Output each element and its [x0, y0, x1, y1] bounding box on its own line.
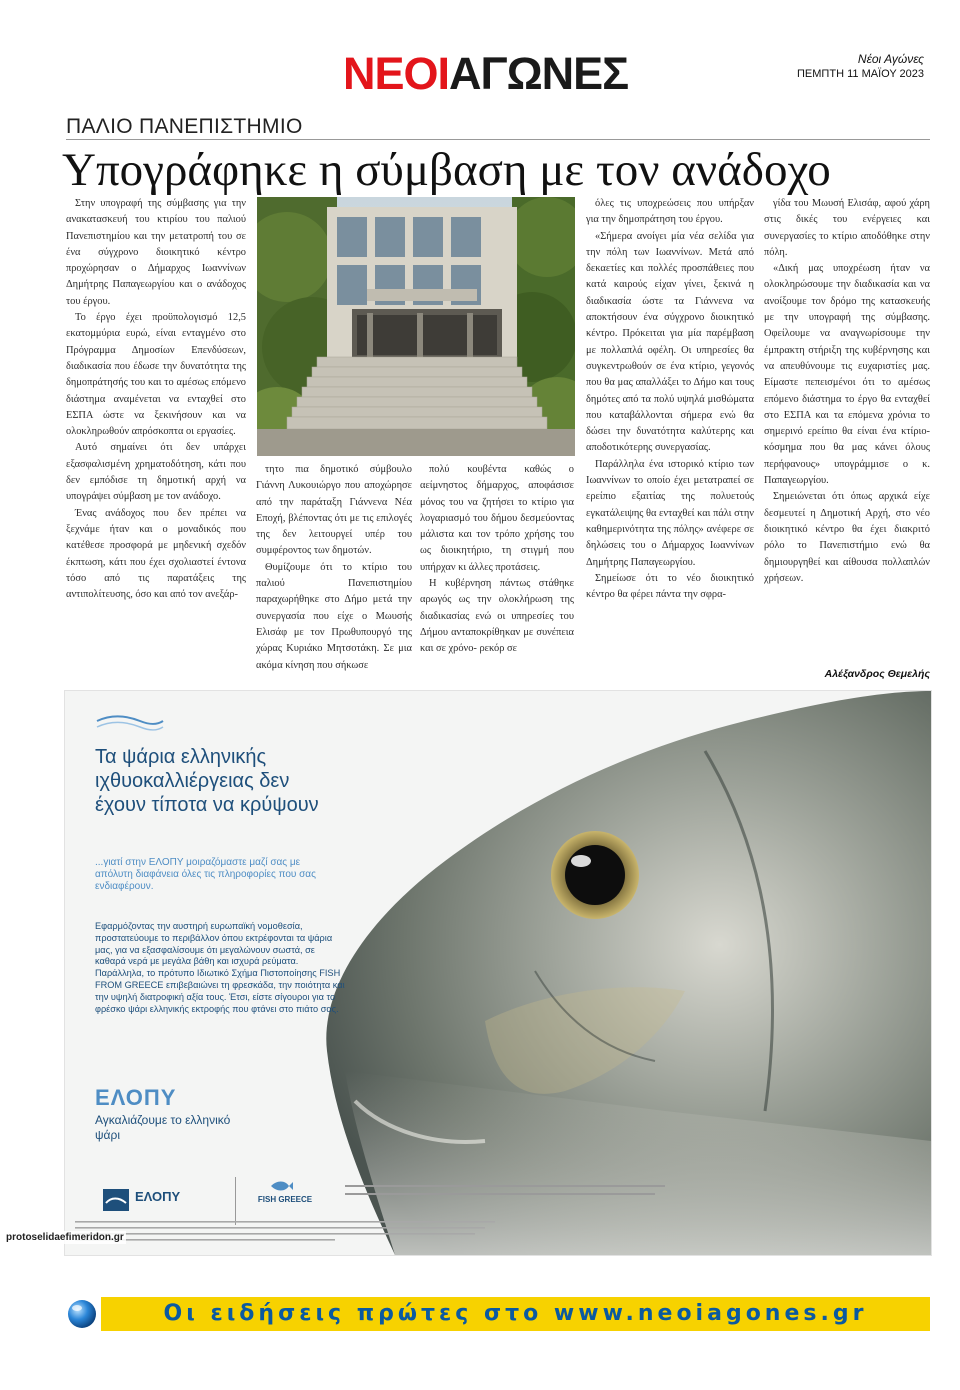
watermark: protoselidaefimeridon.gr — [6, 1232, 124, 1243]
logo-divider — [235, 1177, 236, 1225]
issue-date: ΠΕΜΠΤΗ 11 ΜΑΪΟΥ 2023 — [796, 68, 924, 80]
article-column-3 — [420, 462, 574, 658]
elopy-logo-icon — [101, 1185, 131, 1215]
fish-logo-icon — [269, 1179, 293, 1193]
paragraph: Το έργο έχει προϋπολογισμό 12,5 εκατομμύρια ευρώ, είναι ενταγμένο στο Πρόγραμμα Δημοσίων Επενδύσεων, διαδικασία που έδωσε την δυνατότητα της δημοπράτησής του και το αμέσως επόμενο διάστημα αναμένεται να ενταχθεί στο ΕΣΠΑ ώστε να ξεκινήσουν και να ολοκληρωθούν απρόσκοπτα οι εργασίες. — [66, 312, 246, 438]
paragraph: Σημειώνεται ότι όπως αρχικά είχε δεσμευτεί η Δημοτική Αρχή, στο νέο διοικητικό κέντρο θα έχει διακριτό ρόλο το Πανεπιστήμιο ενώ θα δημιουργηθεί και αίθουσα πολλαπλών χρήσεων. — [764, 491, 930, 584]
article-photo — [257, 197, 575, 456]
paragraph: Παράλληλα ένα ιστορικό κτίριο των Ιωαννίνων το οποίο έχει μετατραπεί σε ερείπιο εξαιτίας της πολυετούς εγκατάλειψης θα ενταχθεί και πάλι στην καθημερινότητα της πόλης» ανέφερε σε δηλώσεις του ο Δήμαρχος Ιωαννίνων Δημήτρης Παπαγεωργίου. — [586, 458, 754, 568]
paragraph: Ένας ανάδοχος που δεν πρέπει να ξεχνάμε ήταν και ο μοναδικός που κατέθεσε προσφορά με μηδενική σχεδόν έκπτωση, κάτι που έχει σχολιαστεί έντονα τόσο από τις παρατάξεις της αντιπολίτευσης, όσο και από τον ανεξάρ- — [66, 507, 246, 601]
paragraph: πολύ κουβέντα καθώς ο αείμνηστος δήμαρχος, αποφάσισε μόνος του να ζητήσει το κτίριο για λογαριασμό του δήμου δεσμεύοντας μάλιστα και τον τρόπο χρήσης του ως διοικητήριο, τη στιγμή που υπήρχαν κι άλλες προτάσεις. — [420, 464, 574, 573]
paragraph: Θυμίζουμε ότι το κτίριο του παλιού Πανεπιστημίου παραχωρήθηκε στο Δήμο μετά την συνεργασία που είχε ο Μωυσής Ελισάφ με τον Πρωθυπουργό της χώρας Κυριάκο Μητσοτάκη. Σε μια ακόμα κίνηση που σήκωσε — [256, 561, 412, 671]
byline: Αλέξανδρος Θεμελής — [824, 668, 930, 680]
paragraph: γίδα του Μωυσή Ελισάφ, αφού χάρη στις δικές του ενέργειες και συνεργασίες το κτίριο αποδόθηκε στην πόλη. — [764, 198, 930, 258]
elopy-logo-text: ΕΛΟΠΥ — [135, 1189, 181, 1204]
paragraph: Η κυβέρνηση πάντως στάθηκε αρωγός ως την ολοκλήρωση της διαδικασίας ενώ οι υπηρεσίες του Δήμου ανταποκρίθηκαν με συνέπεια και σε χρόνο- ρεκόρ σε — [420, 578, 574, 655]
masthead-part1: ΝΕΟΙ — [343, 48, 450, 99]
ad-legal-text — [75, 1221, 505, 1245]
ad-slogan: Αγκαλιάζουμε το ελληνικό ψάρι — [95, 1113, 231, 1142]
paragraph: Αυτό σημαίνει ότι δεν υπάρχει εξασφαλισμένη χρηματοδότηση, κάτι που δεν εμπόδισε τη δημοτική αρχή να υπογράψει σύμβαση με τον ανάδοχο. — [66, 442, 246, 503]
article-column-5 — [764, 196, 930, 587]
globe-icon — [66, 1298, 98, 1330]
ad-body-text: Εφαρμόζοντας την αυστηρή ευρωπαϊκή νομοθεσία, προστατεύουμε το περιβάλλον όπου εκτρέφονται τα ψάρια μας, για να εξασφαλίσουμε ότι μεγαλώνουν σωστά, σε καθαρά νερά με μεγάλα βάθη και ισχυρά ρεύματα. Παράλληλα, το πρότυπο Ιδιωτικό Σχήμα Πιστοποίησης FISH FROM GREECE επιβεβαιώνει τη φρεσκάδα, την ποιότητα και την υψηλή διατροφική αξία τους. Έτσι, είστε σίγουροι για το φρέσκο ψάρι ελληνικής εκτροφής που φτάνει στο πιάτο σας. — [95, 921, 345, 1014]
website-banner-text: Οι ειδήσεις πρώτες στο www.neoiagones.gr — [163, 1301, 868, 1326]
masthead-part2: ΑΓΩΝΕΣ — [449, 48, 629, 99]
masthead-logo — [343, 48, 655, 99]
paragraph: Στην υπογραφή της σύμβασης για την ανακατασκευή του κτιρίου του παλιού Πανεπιστημίου και την μετατροπή του σε ένα σύγχρονο διοικητικό κέντρο προχώρησαν ο Δήμαρχος Ιωαννίνων Δημήτρης Παπαγεωργίου και ο ανάδοχος του έργου. — [66, 198, 246, 307]
paragraph: «Δική μας υποχρέωση ήταν να ολοκληρώσουμε την διαδικασία και να ανοίξουμε τον δρόμο της κατασκευής με την υπογραφή της σύμβασης. Οφείλουμε να αναγνωρίσουμε την έμπρακτη στήριξη της κυβέρνησης και να απευθύνουμε τις ευχαριστίες μας. Είμαστε πεπεισμένοι ότι το αμέσως επόμενο διάστημα το έργο θα ενταχθεί στο ΕΣΠΑ και τα επόμενα χρόνια το σημερινό ερείπιο θα είναι ένα κτίριο-κόσμημα που θα μας κάνει όλους περήφανους» υπογράμμισε ο κ. Παπαγεωργίου. — [764, 263, 930, 487]
headline: Υπογράφηκε η σύμβαση με τον ανάδοχο — [62, 144, 831, 196]
issue-info — [797, 52, 924, 82]
paragraph: όλες τις υποχρεώσεις που υπήρξαν για την δημοπράτηση του έργου. — [586, 198, 754, 226]
section-rule — [66, 139, 930, 140]
advertisement — [64, 690, 932, 1256]
paragraph: τητο πια δημοτικό σύμβουλο Γιάννη Λυκουιώργο που αποχώρησε από την παράταξη Γιάννενα Νέα Εποχή, βλέποντας ότι με τις επιλογές της δεν λειτουργεί υπέρ του συμφέροντος των δημοτών. — [256, 464, 412, 557]
paragraph: «Σήμερα ανοίγει μία νέα σελίδα για την πόλη των Ιωαννίνων. Μετά από δεκαετίες και πολλές προσπάθειες που κατά καιρούς είχαν γίνει, ξεκινά η διαδικασία ώστε τα Γιάννενα να αποκτήσουν ένα σύγχρονο διοικητικό κέντρο. Πρόκειται για μία παρέμβαση με πολλαπλά οφέλη. Οι υπηρεσίες θα συγκεντρωθούν σε ένα κτίριο, γεγονός που θα μας απαλλάξει το Δήμο και τους δημότες από τα πολύ υψηλά μισθώματα που καταβάλλονται σήμερα ενώ θα δώσει την δυνατότητα καλύτερης και αποδοτικότερης συνεργασίας. — [586, 230, 754, 454]
fish-from-greece-logo — [255, 1179, 315, 1221]
ad-tagline: ...γιατί στην ΕΛΟΠΥ μοιραζόμαστε μαζί σας με απόλυτη διαφάνεια όλες τις πληροφορίες που σας ενδιαφέρουν. — [95, 857, 316, 892]
wave-icon — [95, 713, 165, 733]
fish-logo-text: FISH GREECE — [257, 1195, 313, 1204]
article-column-1 — [66, 196, 246, 603]
section-label: ΠΑΛΙΟ ΠΑΝΕΠΙΣΤΗΜΙΟ — [66, 115, 303, 138]
elopy-logo — [101, 1183, 221, 1219]
ad-title: Τα ψάρια ελληνικής ιχθυοκαλλιέργειας δεν έχουν τίποτα να κρύψουν — [95, 746, 319, 816]
article-column-4 — [586, 196, 754, 603]
paper-name: Νέοι Αγώνες — [857, 52, 924, 66]
website-banner[interactable] — [101, 1297, 930, 1331]
paragraph: Σημείωσε ότι το νέο διοικητικό κέντρο θα φέρει πάντα την σφρα- — [586, 572, 754, 601]
article-column-2 — [256, 462, 412, 674]
ad-brand: ΕΛΟΠΥ — [95, 1085, 177, 1110]
